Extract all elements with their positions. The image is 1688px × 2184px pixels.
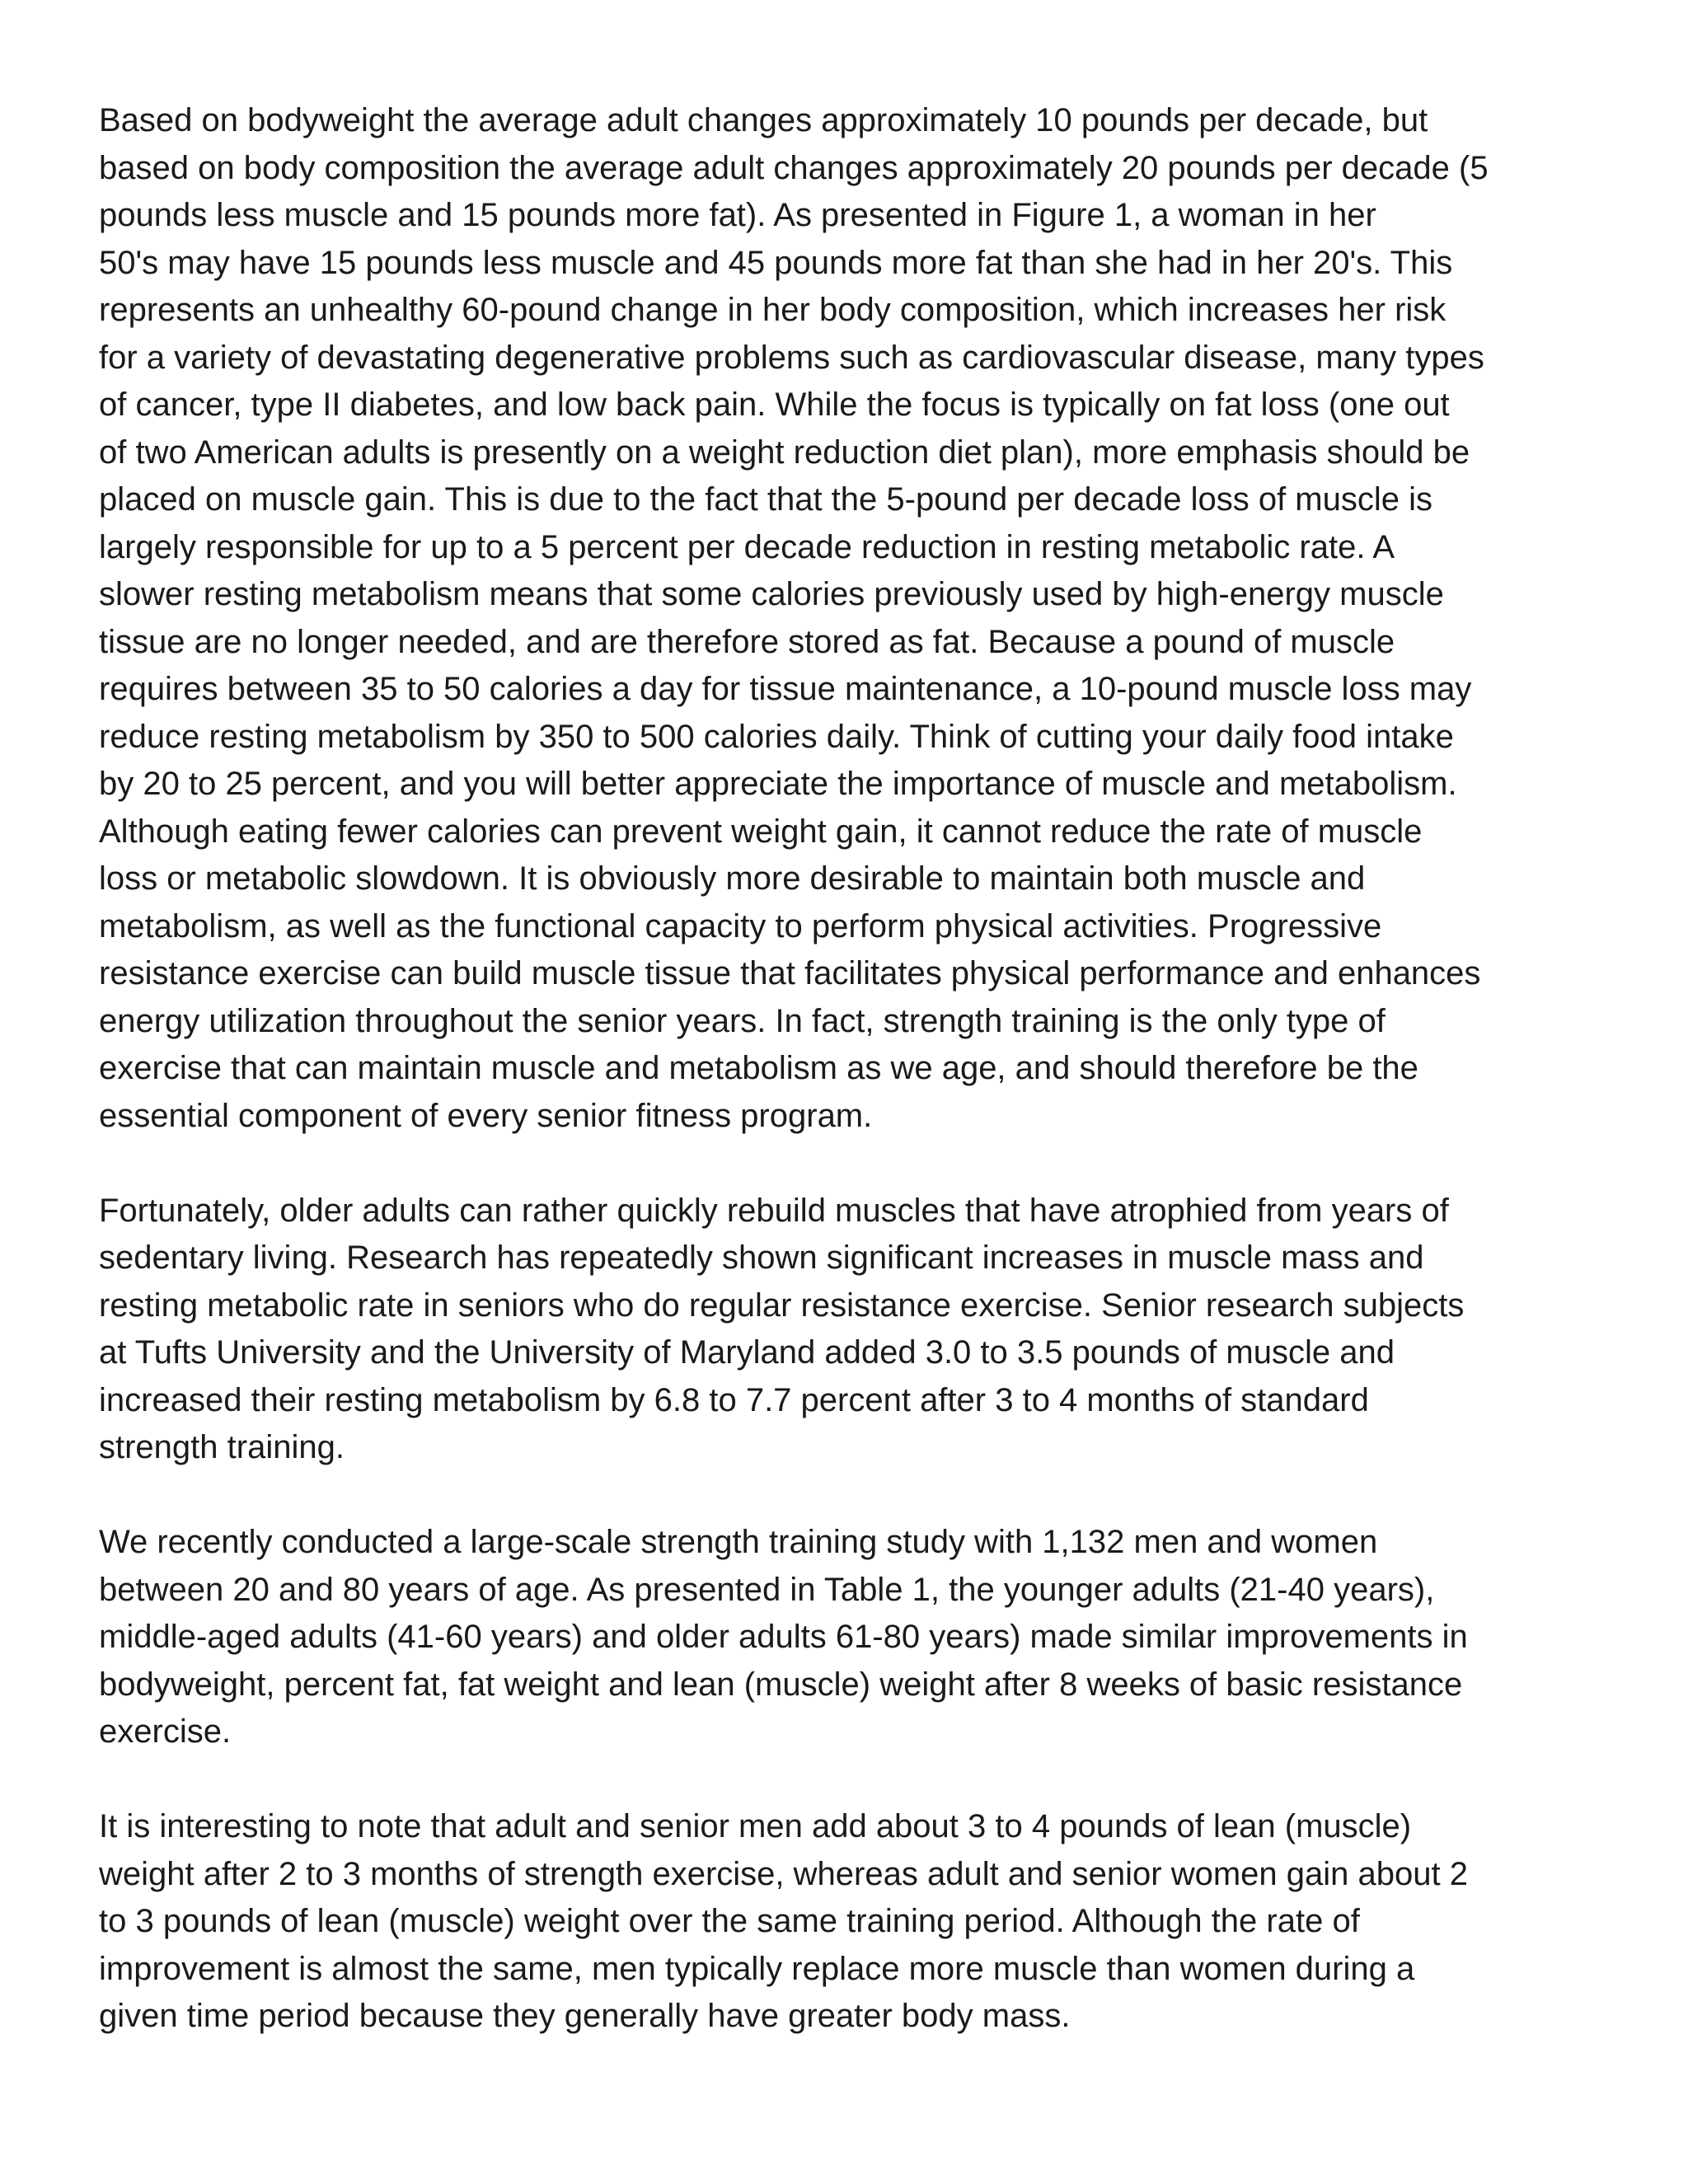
- text-line: 50's may have 15 pounds less muscle and 45 pounds more fat than she had in her 20's. This: [99, 244, 1453, 281]
- text-line: metabolism, as well as the functional capacity to perform physical activities. Progressive: [99, 907, 1382, 944]
- text-line: given time period because they generally have greater body mass.: [99, 1998, 1071, 2034]
- text-line: loss or metabolic slowdown. It is obviously more desirable to maintain both muscle and: [99, 860, 1366, 897]
- text-line: exercise.: [99, 1713, 232, 1750]
- text-line: It is interesting to note that adult and senior men add about 3 to 4 pounds of lean (muscle): [99, 1808, 1412, 1844]
- text-line: resting metabolic rate in seniors who do regular resistance exercise. Senior research subjects: [99, 1286, 1465, 1324]
- text-line: Fortunately, older adults can rather quickly rebuild muscles that have atrophied from years of: [99, 1192, 1449, 1229]
- text-line: essential component of every senior fitness program.: [99, 1097, 873, 1134]
- text-line: by 20 to 25 percent, and you will better appreciate the importance of muscle and metabolism.: [99, 766, 1457, 802]
- text-line: slower resting metabolism means that some calories previously used by high-energy muscle: [99, 576, 1444, 612]
- text-line: Although eating fewer calories can prevent weight gain, it cannot reduce the rate of muscle: [99, 813, 1423, 850]
- text-line: to 3 pounds of lean (muscle) weight over the same training period. Although the rate of: [99, 1903, 1360, 1939]
- text-line: for a variety of devastating degenerative problems such as cardiovascular disease, many types: [99, 339, 1484, 376]
- text-line: resistance exercise can build muscle tissue that facilitates physical performance and enhances: [99, 955, 1481, 991]
- text-line: pounds less muscle and 15 pounds more fat). As presented in Figure 1, a woman in her: [99, 197, 1376, 233]
- text-line: requires between 35 to 50 calories a day for tissue maintenance, a 10-pound muscle loss may: [99, 671, 1472, 707]
- text-line: of cancer, type II diabetes, and low back pain. While the focus is typically on fat loss (one out: [99, 387, 1450, 423]
- text-line: energy utilization throughout the senior years. In fact, strength training is the only type of: [99, 1002, 1386, 1039]
- body-paragraph: [99, 1519, 1607, 1756]
- text-line: sedentary living. Research has repeatedly shown significant increases in muscle mass and: [99, 1240, 1424, 1276]
- text-line: placed on muscle gain. This is due to the fact that the 5-pound per decade loss of muscle is: [99, 481, 1432, 518]
- text-line: represents an unhealthy 60-pound change in her body composition, which increases her risk: [99, 292, 1447, 328]
- text-line: bodyweight, percent fat, fat weight and lean (muscle) weight after 8 weeks of basic resistance: [99, 1666, 1463, 1703]
- text-line: weight after 2 to 3 months of strength exercise, whereas adult and senior women gain about 2: [99, 1855, 1468, 1892]
- body-paragraph: [99, 97, 1607, 1140]
- text-line: We recently conducted a large-scale strength training study with 1,132 men and women: [99, 1524, 1378, 1560]
- text-line: exercise that can maintain muscle and metabolism as we age, and should therefore be the: [99, 1050, 1418, 1086]
- text-line: at Tufts University and the University of Maryland added 3.0 to 3.5 pounds of muscle and: [99, 1334, 1395, 1371]
- text-line: based on body composition the average adult changes approximately 20 pounds per decade (5: [99, 149, 1489, 186]
- text-line: increased their resting metabolism by 6.8 to 7.7 percent after 3 to 4 months of standard: [99, 1381, 1369, 1418]
- body-paragraph: [99, 1188, 1607, 1472]
- text-line: between 20 and 80 years of age. As presented in Table 1, the younger adults (21-40 years),: [99, 1571, 1435, 1608]
- text-line: strength training.: [99, 1429, 345, 1465]
- text-line: reduce resting metabolism by 350 to 500 calories daily. Think of cutting your daily food intake: [99, 718, 1454, 755]
- text-line: improvement is almost the same, men typically replace more muscle than women during a: [99, 1950, 1415, 1987]
- document-page: [99, 97, 1607, 2088]
- text-line: of two American adults is presently on a weight reduction diet plan), more emphasis should be: [99, 434, 1470, 471]
- text-line: largely responsible for up to a 5 percent per decade reduction in resting metabolic rate. A: [99, 528, 1395, 565]
- text-line: tissue are no longer needed, and are therefore stored as fat. Because a pound of muscle: [99, 623, 1395, 660]
- body-paragraph: [99, 1803, 1607, 2041]
- text-line: Based on bodyweight the average adult changes approximately 10 pounds per decade, but: [99, 102, 1428, 138]
- text-line: middle-aged adults (41-60 years) and older adults 61-80 years) made similar improvements in: [99, 1619, 1468, 1655]
